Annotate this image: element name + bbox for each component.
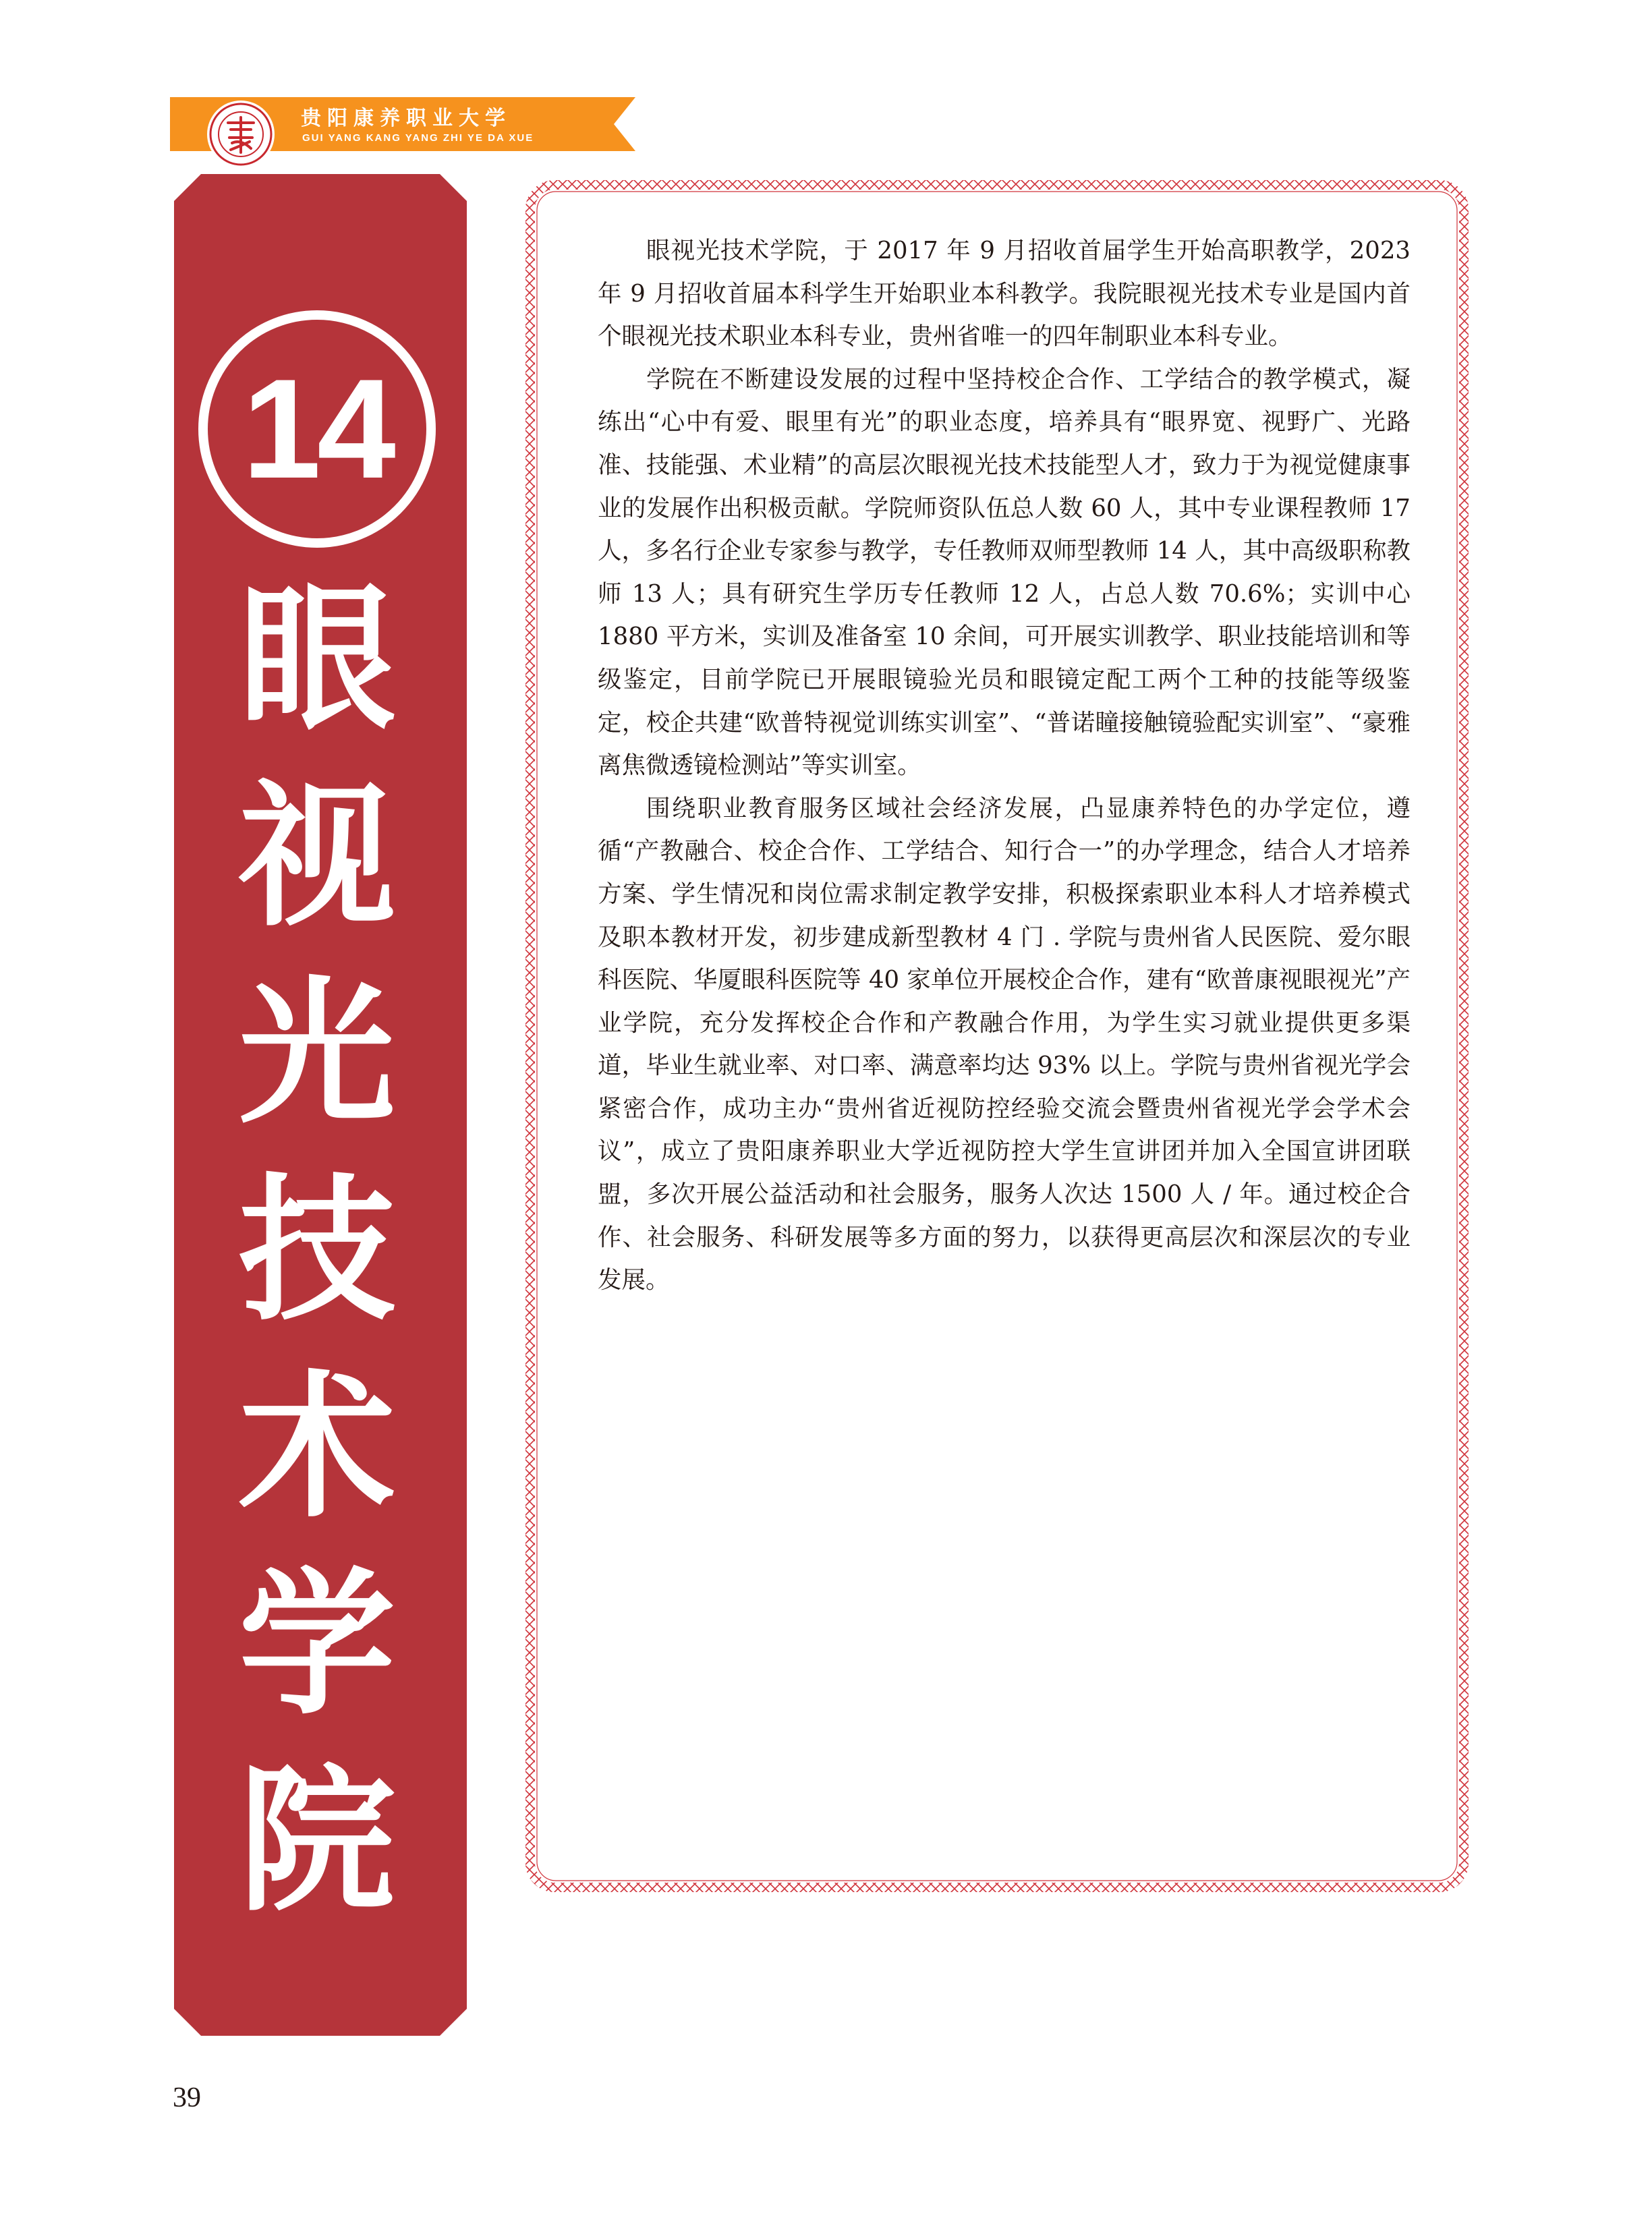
chapter-title-char: 学 <box>238 1553 395 1736</box>
chapter-title-char: 眼 <box>238 569 395 751</box>
chapter-title-char: 光 <box>238 963 395 1145</box>
university-seal-icon <box>206 100 275 169</box>
page-number: 39 <box>173 2082 201 2113</box>
article-body <box>598 229 1411 1302</box>
school-name-cn: 贵阳康养职业大学 <box>301 107 511 130</box>
paragraph: 学院在不断建设发展的过程中坚持校企合作、工学结合的教学模式，凝练出“心中有爱、眼里有光”的职业态度，培养具有“眼界宽、视野广、光路准、技能强、术业精”的高层次眼视光技术技能型人才，致力于为视觉健康事业的发展作出积极贡献。学院师资队伍总人数 60 人，其中专业课程教师 17 人，多名行企业专家参与教学，专任教师双师型教师 14 人，其中高级职称教师 13 人；具有研究生学历专任教师 12 人，占总人数 70.6%；实训中心 1880 平方米，实训及准备室 10 余间，可开展实训教学、职业技能培训和等级鉴定，目前学院已开展眼镜验光员和眼镜定配工两个工种的技能等级鉴定，校企共建“欧普特视觉训练实训室”、“普诺瞳接触镜验配实训室”、“豪雅离焦微透镜检测站”等实训室。 <box>598 365 1411 780</box>
chapter-title-char: 视 <box>238 766 395 948</box>
chapter-title-char: 术 <box>238 1357 395 1539</box>
paragraph: 围绕职业教育服务区域社会经济发展，凸显康养特色的办学定位，遵循“产教融合、校企合作、工学结合、知行合一”的办学理念，结合人才培养方案、学生情况和岗位需求制定教学安排，积极探索职业本科人才培养模式及职本教材开发，初步建成新型教材 4 门 . 学院与贵州省人民医院、爱尔眼科医院、华厦眼科医院等 40 家单位开展校企合作，建有“欧普康视眼视光”产业学院，充分发挥校企合作和产教融合作用，为学生实习就业提供更多渠道，毕业生就业率、对口率、满意率均达 93% 以上。学院与贵州省视光学会紧密合作，成功主办“贵州省近视防控经验交流会暨贵州省视光学会学术会议”，成立了贵阳康养职业大学近视防控大学生宣讲团并加入全国宣讲团联盟，多次开展公益活动和社会服务，服务人次达 1500 人 / 年。通过校企合作、社会服务、科研发展等多方面的努力，以获得更高层次和深层次的专业发展。 <box>598 794 1411 1294</box>
chapter-title-char: 院 <box>238 1750 395 1933</box>
chapter-number: 14 <box>242 349 392 508</box>
chapter-number-badge <box>198 310 436 548</box>
chapter-title <box>202 561 432 1940</box>
school-name-en: GUI YANG KANG YANG ZHI YE DA XUE <box>302 132 534 144</box>
chapter-title-char: 技 <box>238 1160 395 1342</box>
paragraph: 眼视光技术学院，于 2017 年 9 月招收首届学生开始高职教学，2023 年 9 月招收首届本科学生开始职业本科教学。我院眼视光技术专业是国内首个眼视光技术职业本科专业，贵州省唯一的四年制职业本科专业。 <box>598 237 1411 351</box>
